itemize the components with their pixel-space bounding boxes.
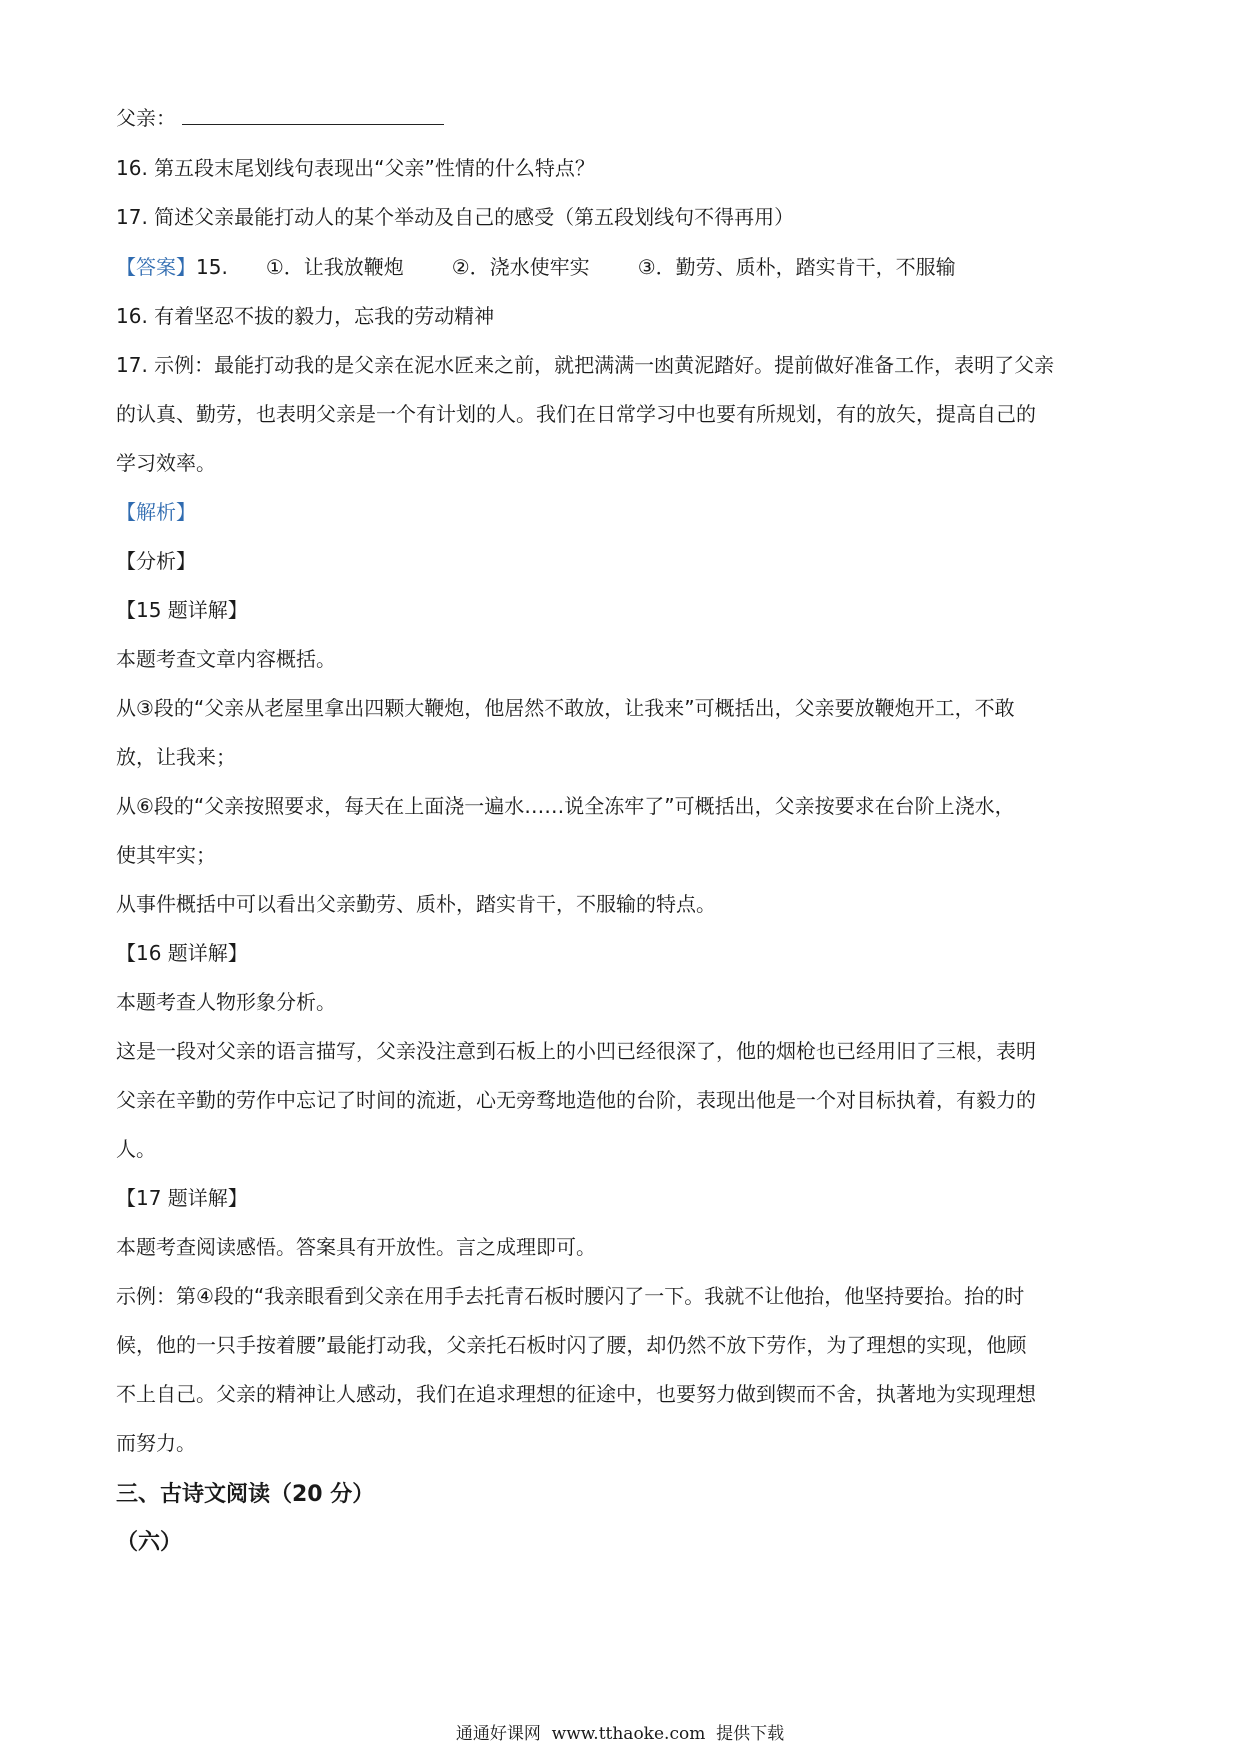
- detail-16-line-2: 这是一段对父亲的语言描写，父亲没注意到石板上的小凹已经很深了，他的烟枪也已经用旧了三根，表明: [116, 1039, 1036, 1063]
- detail-17-line-4: 不上自己。父亲的精神让人感动，我们在追求理想的征途中，也要努力做到锲而不舍，执著地为实现理想: [116, 1382, 1036, 1406]
- question-16: 16. 第五段末尾划线句表现出“父亲”性情的什么特点？: [116, 156, 595, 180]
- detail-17-line-3: 候，他的一只手按着腰”最能打动我，父亲托石板时闪了腰，却仍然不放下劳作，为了理想的实现，他顾: [116, 1333, 1027, 1357]
- detail-15-line-5: 使其牢实；: [116, 843, 216, 867]
- footer-url[interactable]: www.tthaoke.com: [551, 1724, 706, 1744]
- section-3-heading: 三、古诗文阅读（20 分）: [116, 1482, 375, 1507]
- answer-blank: [182, 104, 444, 125]
- father-label: 父亲：: [116, 106, 176, 130]
- answer-17-line-1: 17. 示例：最能打动我的是父亲在泥水匠来之前，就把满满一凼黄泥踏好。提前做好准备工作，表明了父亲: [116, 353, 1055, 377]
- detail-15-line-4: 从⑥段的“父亲按照要求，每天在上面浇一遍水……说全冻牢了”可概括出，父亲按要求在台阶上浇水，: [116, 794, 1015, 818]
- detail-15-line-3: 放，让我来；: [116, 745, 236, 769]
- answer-item-1: ①．让我放鞭炮: [265, 255, 404, 279]
- answer-line: [116, 253, 956, 281]
- detail-16-line-1: 本题考查人物形象分析。: [116, 990, 336, 1014]
- detail-16-line-4: 人。: [116, 1137, 156, 1161]
- detail-17-line-1: 本题考查阅读感悟。答案具有开放性。言之成理即可。: [116, 1235, 596, 1259]
- answer-item-2: ②．浇水使牢实: [451, 255, 590, 279]
- detail-17-title: 【17 题详解】: [116, 1186, 248, 1210]
- detail-17-line-2: 示例：第④段的“我亲眼看到父亲在用手去托青石板时腰闪了一下。我就不让他抬，他坚持要抬。抬的时: [116, 1284, 1025, 1308]
- detail-15-line-2: 从③段的“父亲从老屋里拿出四颗大鞭炮，他居然不敢放，让我来”可概括出，父亲要放鞭炮开工，不敢: [116, 696, 1015, 720]
- page-footer: [0, 1722, 1240, 1746]
- subsection-6-heading: （六）: [116, 1530, 183, 1555]
- father-answer-line: [116, 104, 444, 132]
- detail-17-line-5: 而努力。: [116, 1431, 196, 1455]
- detail-15-line-1: 本题考查文章内容概括。: [116, 647, 336, 671]
- answer-16: 16. 有着坚忍不拔的毅力，忘我的劳动精神: [116, 304, 495, 328]
- analysis-tag: 【解析】: [116, 500, 196, 524]
- answer-item-3: ③．勤劳、质朴，踏实肯干，不服输: [637, 255, 956, 279]
- footer-download-text: 提供下载: [716, 1724, 785, 1744]
- answer-17-line-3: 学习效率。: [116, 451, 216, 475]
- answer-tag: 【答案】: [116, 255, 196, 279]
- detail-16-line-3: 父亲在辛勤的劳作中忘记了时间的流逝，心无旁骛地造他的台阶，表现出他是一个对目标执着，有毅力的: [116, 1088, 1036, 1112]
- detail-16-title: 【16 题详解】: [116, 941, 248, 965]
- question-17: 17. 简述父亲最能打动人的某个举动及自己的感受（第五段划线句不得再用）: [116, 205, 795, 229]
- detail-15-title: 【15 题详解】: [116, 598, 248, 622]
- answer-number: 15.: [196, 255, 228, 279]
- fenxi-tag: 【分析】: [116, 549, 196, 573]
- footer-site-name: 通通好课网: [455, 1724, 541, 1744]
- detail-15-line-6: 从事件概括中可以看出父亲勤劳、质朴，踏实肯干，不服输的特点。: [116, 892, 716, 916]
- answer-17-line-2: 的认真、勤劳，也表明父亲是一个有计划的人。我们在日常学习中也要有所规划，有的放矢，提高自己的: [116, 402, 1036, 426]
